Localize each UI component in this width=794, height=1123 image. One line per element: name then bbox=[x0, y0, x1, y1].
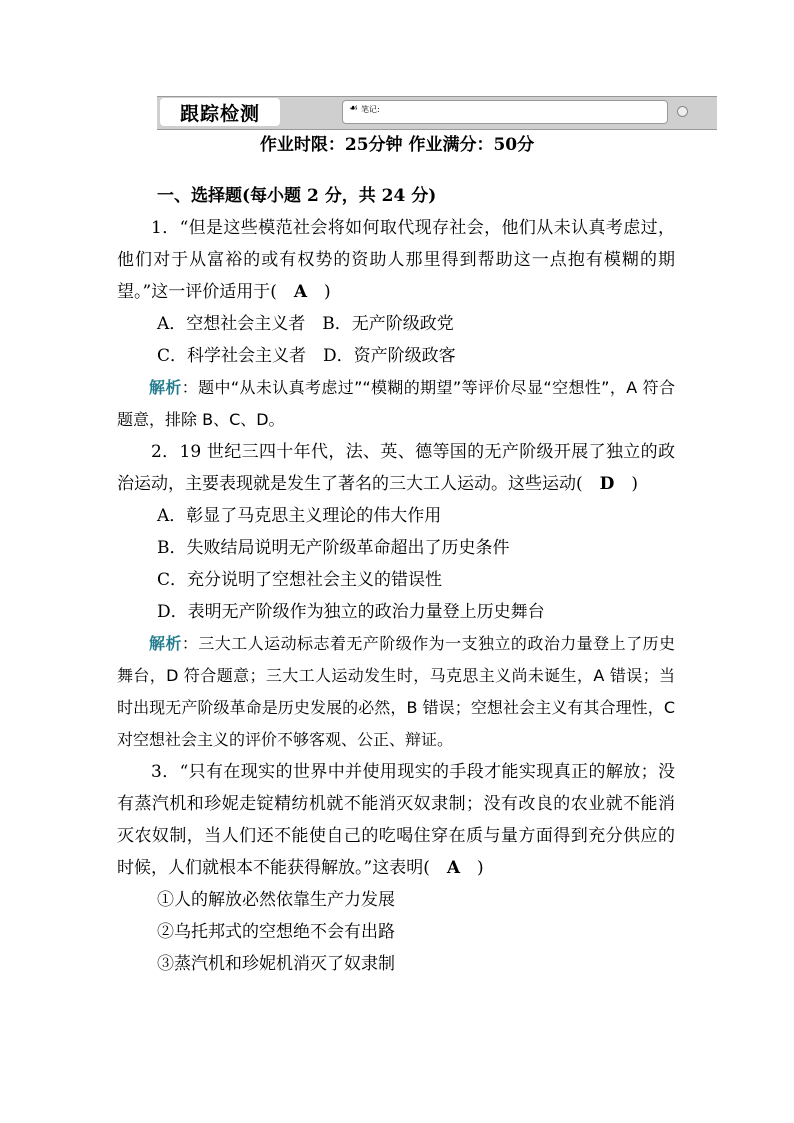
question-2-option-d: D．表明无产阶级作为独立的政治力量登上历史舞台 bbox=[157, 602, 545, 622]
header-tab bbox=[160, 98, 280, 126]
question-1-explanation: 解析：题中“从未认真考虑过”“模糊的期望”等评价尽显“空想性”，A 符合题意，排除 B、C、D。 bbox=[117, 378, 675, 429]
question-3-item-1: ①人的解放必然依靠生产力发展 bbox=[157, 890, 395, 910]
question-2-explanation: 解析：三大工人运动标志着无产阶级作为一支独立的政治力量登上了历史舞台，D 符合题意；三大工人运动发生时，马克思主义尚未诞生，A 错误；当时出现无产阶级革命是历史发展的必然，B 错误；空想社会主义有其合理性，C 对空想社会主义的评价不够客观、公正、辩证。 bbox=[117, 634, 675, 749]
page-subtitle: 作业时限：25分钟 作业满分：50分 bbox=[259, 135, 535, 155]
question-3-stem: 3．“只有在现实的世界中并使用现实的手段才能实现真正的解放；没有蒸汽机和珍妮走锭精纺机就不能消灭奴隶制；没有改良的农业就不能消灭农奴制，当人们还不能使自己的吃喝住穿在质与量方面得到充分供应的时候，人们就根本不能获得解放。”这表明( A ) bbox=[117, 762, 675, 878]
note-field[interactable] bbox=[342, 100, 668, 124]
question-1-stem: 1．“但是这些模范社会将如何取代现存社会，他们从未认真考虑过，他们对于从富裕的或有权势的资助人那里得到帮助这一点抱有模糊的期望。”这一评价适用于( A ) bbox=[117, 218, 675, 302]
note-icon: ☙ bbox=[349, 103, 358, 114]
question-content bbox=[117, 180, 675, 980]
question-3-answer: A bbox=[446, 858, 461, 878]
question-2-option-b: B．失败结局说明无产阶级革命超出了历史条件 bbox=[157, 538, 510, 558]
question-2-option-a: A．彰显了马克思主义理论的伟大作用 bbox=[157, 506, 442, 526]
question-1-answer: A bbox=[293, 282, 308, 302]
question-3-item-3: ③蒸汽机和珍妮机消灭了奴隶制 bbox=[157, 954, 395, 974]
question-2-answer: D bbox=[599, 474, 615, 494]
header-tab-label: 跟踪检测 bbox=[179, 102, 260, 125]
section-heading: 一、选择题(每小题 2 分，共 24 分) bbox=[157, 186, 437, 206]
note-toggle-icon[interactable] bbox=[677, 106, 688, 117]
question-3-item-2: ②乌托邦式的空想绝不会有出路 bbox=[157, 922, 395, 942]
question-2-stem: 2．19 世纪三四十年代，法、英、德等国的无产阶级开展了独立的政治运动，主要表现就是发生了著名的三大工人运动。这些运动( D ) bbox=[117, 442, 675, 494]
note-label: 笔记: bbox=[360, 105, 380, 114]
question-1-options-ab: A．空想社会主义者 B．无产阶级政党 bbox=[157, 314, 454, 334]
question-1-options-cd: C．科学社会主义者 D．资产阶级政客 bbox=[157, 346, 456, 366]
question-2-option-c: C．充分说明了空想社会主义的错误性 bbox=[157, 570, 443, 590]
